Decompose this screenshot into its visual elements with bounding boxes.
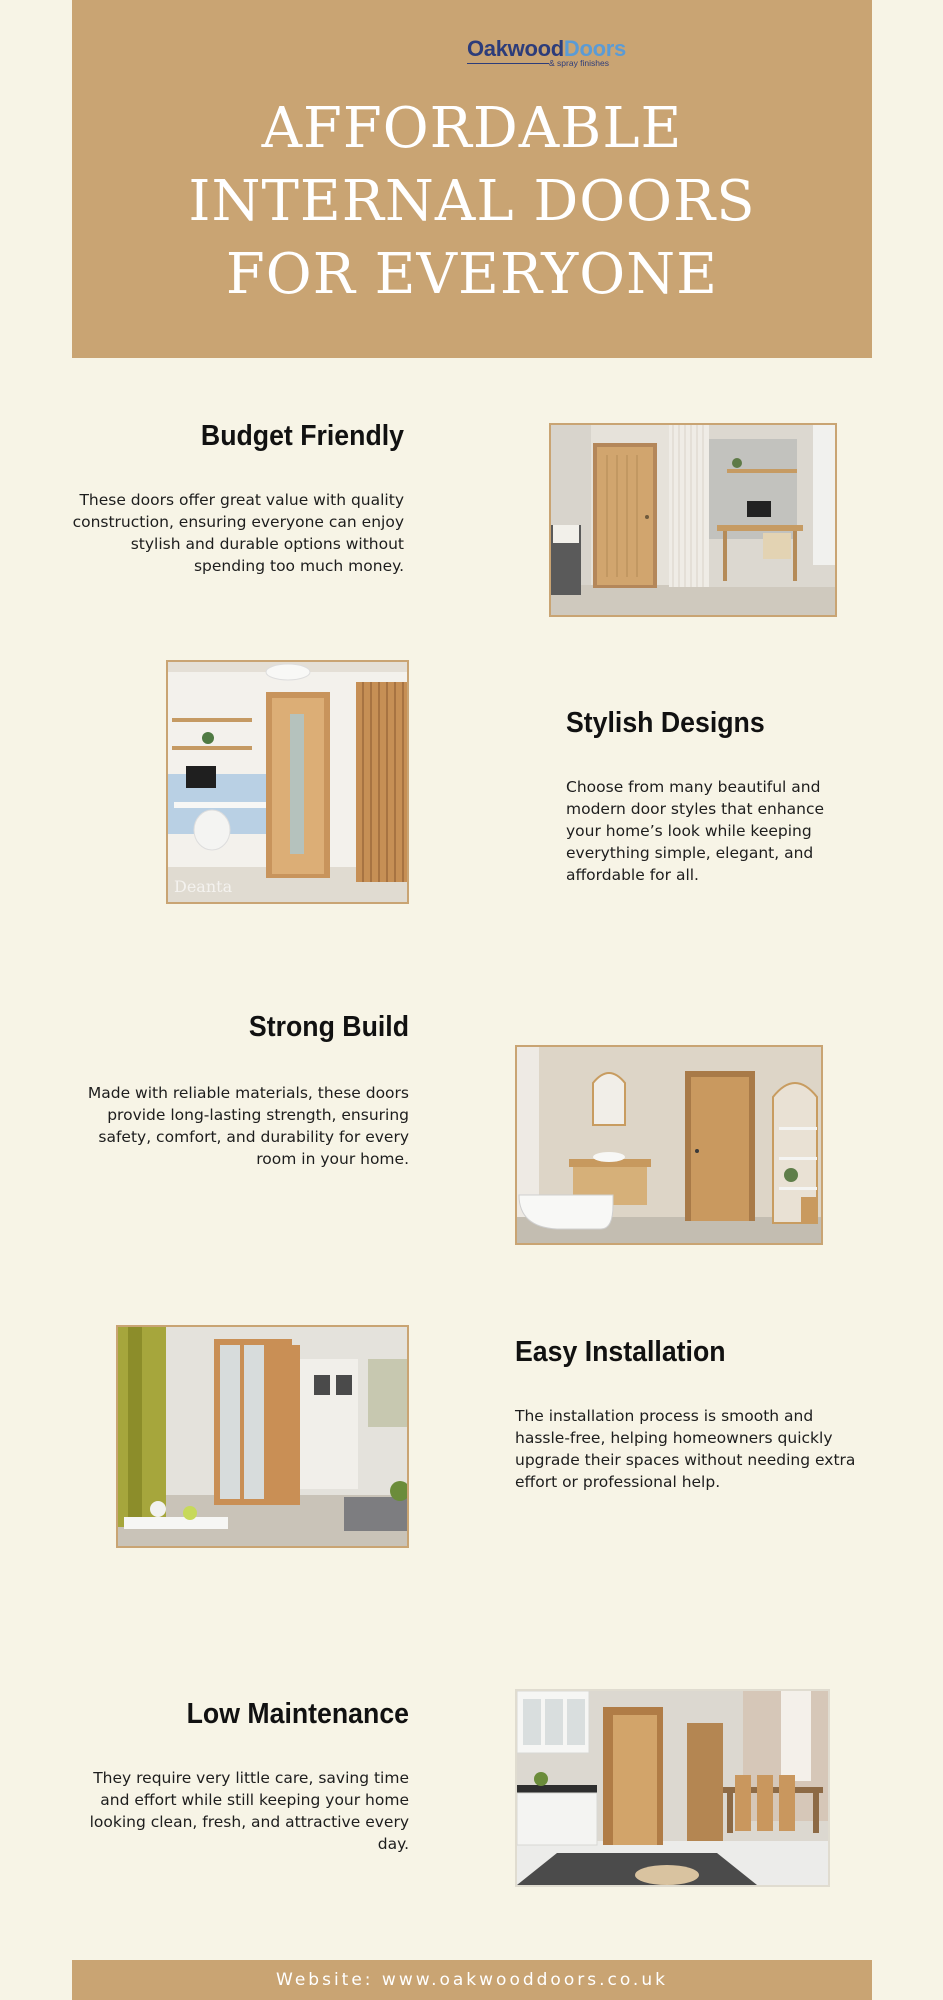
study-room-illustration	[168, 662, 407, 902]
footer-website-bar	[72, 1960, 872, 2000]
section-title-stylish-designs: Stylish Designs	[566, 707, 765, 739]
website-link[interactable]: Website: www.oakwooddoors.co.uk	[276, 1970, 668, 1990]
section-text-budget-friendly: These doors offer great value with quality construction, ensuring everyone can enjoy stylish and durable options without spending too much money.	[72, 491, 404, 575]
logo-tagline: & spray finishes	[549, 58, 609, 68]
brand-logo[interactable]	[467, 36, 627, 72]
logo-wordmark: OakwoodDoors	[467, 36, 626, 61]
photo-watermark: Deanta	[174, 877, 233, 896]
photo-bathroom-door	[515, 1045, 823, 1245]
photo-bedroom-office-door	[549, 423, 837, 617]
photo-study-door	[166, 660, 409, 904]
section-title-strong-build: Strong Build	[248, 1011, 409, 1043]
headline-line-3: FOR EVERYONE	[225, 242, 719, 307]
section-title-budget-friendly: Budget Friendly	[200, 420, 404, 452]
logo-underline	[467, 63, 549, 64]
section-title-easy-installation: Easy Installation	[515, 1336, 726, 1368]
section-text-easy-installation: The installation process is smooth and hassle-free, helping homeowners quickly upgrade their spaces without needing extra effort or professional help.	[515, 1407, 856, 1491]
living-room-illustration	[118, 1327, 407, 1546]
section-title-low-maintenance: Low Maintenance	[186, 1698, 409, 1730]
section-text-strong-build: Made with reliable materials, these doors provide long-lasting strength, ensuring safety, comfort, and durability for every room in your home.	[87, 1084, 409, 1168]
kitchen-dining-illustration	[517, 1691, 828, 1885]
headline-line-2: INTERNAL DOORS	[188, 169, 756, 234]
section-text-low-maintenance: They require very little care, saving time and effort while still keeping your home looking clean, fresh, and attractive every day.	[89, 1769, 409, 1853]
headline-line-1: AFFORDABLE	[261, 96, 683, 161]
section-text-stylish-designs: Choose from many beautiful and modern door styles that enhance your home’s look while keeping everything simple, elegant, and affordable for all.	[566, 778, 825, 884]
photo-living-room-door	[116, 1325, 409, 1548]
bedroom-office-illustration	[551, 425, 835, 615]
hero-banner	[72, 0, 872, 358]
bathroom-illustration	[517, 1047, 821, 1243]
page-headline	[72, 92, 872, 311]
photo-kitchen-dining-door	[515, 1689, 830, 1887]
